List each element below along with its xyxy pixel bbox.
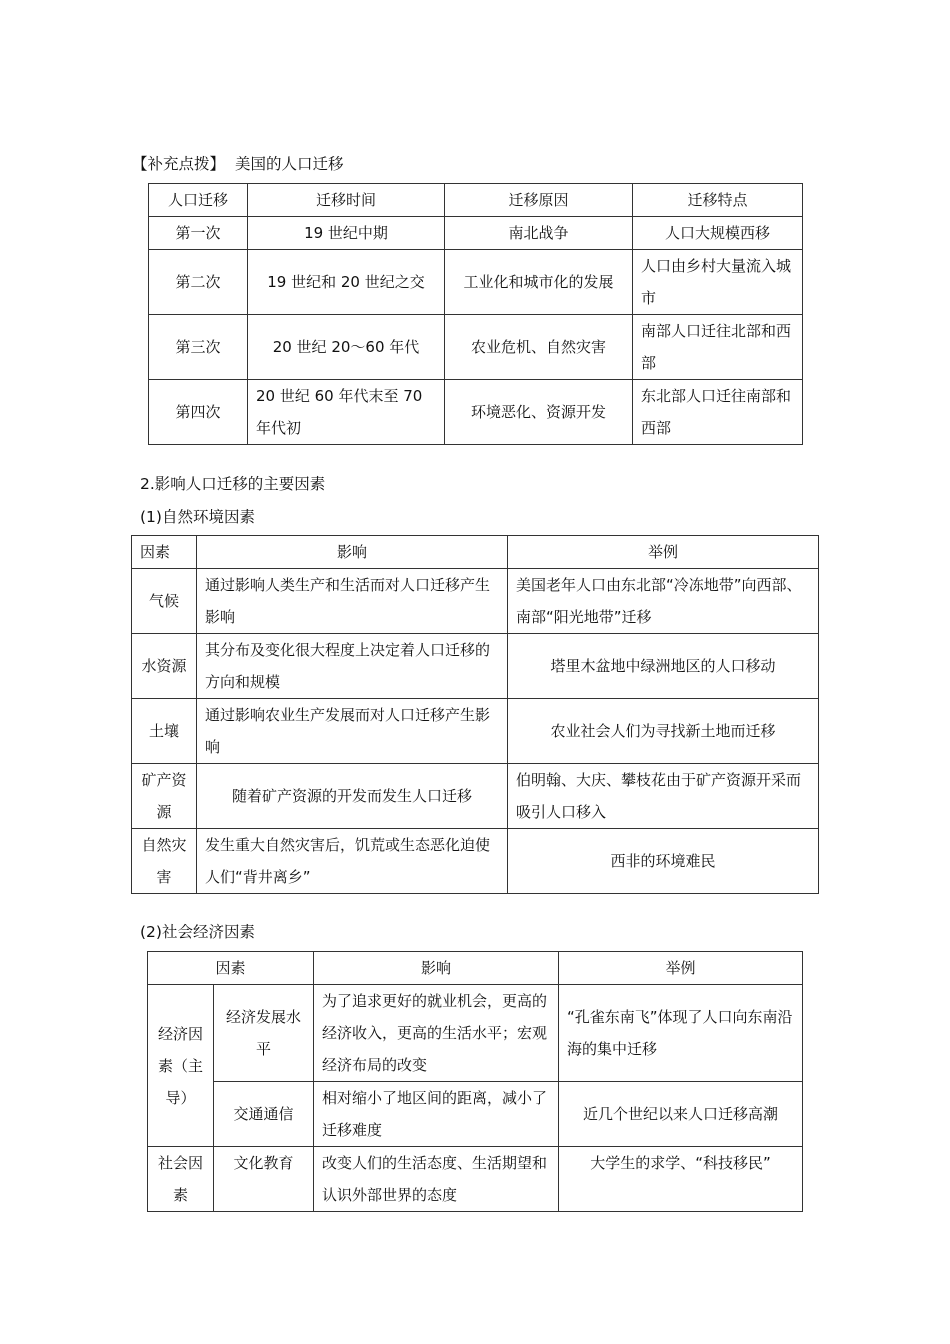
supplement-heading [132, 152, 344, 176]
table-header-row [148, 952, 803, 985]
table-cell: 西非的环境难民 [508, 829, 819, 894]
table-cell: 改变人们的生活态度、生活期望和认识外部世界的态度 [314, 1147, 559, 1212]
header-cell: 因素 [132, 536, 197, 569]
table-cell: “孔雀东南飞”体现了人口向东南沿海的集中迁移 [559, 985, 803, 1082]
table-cell: 第一次 [149, 217, 248, 250]
table-cell: 第四次 [149, 380, 248, 445]
table-cell: 经济发展水平 [214, 985, 314, 1082]
table-cell: 随着矿产资源的开发而发生人口迁移 [197, 764, 508, 829]
table-cell: 相对缩小了地区间的距离，减小了迁移难度 [314, 1082, 559, 1147]
table-cell: 水资源 [132, 634, 197, 699]
table-cell: 通过影响农业生产发展而对人口迁移产生影响 [197, 699, 508, 764]
table-row [148, 1147, 803, 1212]
header-cell: 举例 [508, 536, 819, 569]
table-row [149, 250, 803, 315]
table-cell: 农业社会人们为寻找新土地而迁移 [508, 699, 819, 764]
table-row [132, 829, 819, 894]
header-cell: 举例 [559, 952, 803, 985]
table-cell: 大学生的求学、“科技移民” [559, 1147, 803, 1212]
table-cell: 20 世纪 20～60 年代 [248, 315, 445, 380]
table-row [149, 315, 803, 380]
supplement-tag: 【补充点拨】 [132, 155, 226, 173]
table-row [132, 764, 819, 829]
social-factors-table [147, 951, 803, 1212]
table-cell: 为了追求更好的就业机会，更高的经济收入，更高的生活水平；宏观经济布局的改变 [314, 985, 559, 1082]
header-cell: 迁移原因 [445, 184, 633, 217]
table-header-row [149, 184, 803, 217]
header-cell: 迁移时间 [248, 184, 445, 217]
table-cell: 交通通信 [214, 1082, 314, 1147]
table-row [132, 634, 819, 699]
table-cell: 东北部人口迁往南部和西部 [633, 380, 803, 445]
us-migration-table [148, 183, 803, 445]
table-cell: 环境恶化、资源开发 [445, 380, 633, 445]
table-cell: 土壤 [132, 699, 197, 764]
header-cell: 影响 [314, 952, 559, 985]
table-header-row [132, 536, 819, 569]
table-cell: 伯明翰、大庆、攀枝花由于矿产资源开采而吸引人口移入 [508, 764, 819, 829]
table-cell: 矿产资源 [132, 764, 197, 829]
natural-factors-table [131, 535, 819, 894]
section-2-heading: 2.影响人口迁移的主要因素 [140, 475, 326, 493]
header-cell: 人口迁移 [149, 184, 248, 217]
header-cell: 因素 [148, 952, 314, 985]
table-row [149, 380, 803, 445]
header-cell: 迁移特点 [633, 184, 803, 217]
table-row [132, 569, 819, 634]
natural-factors-heading: (1)自然环境因素 [140, 508, 255, 526]
table-cell: 第二次 [149, 250, 248, 315]
table-cell: 第三次 [149, 315, 248, 380]
table-row [148, 1082, 803, 1147]
table-cell: 发生重大自然灾害后，饥荒或生态恶化迫使人们“背井离乡” [197, 829, 508, 894]
table-cell: 塔里木盆地中绿洲地区的人口移动 [508, 634, 819, 699]
table-cell: 19 世纪和 20 世纪之交 [248, 250, 445, 315]
table-cell: 美国老年人口由东北部“冷冻地带”向西部、南部“阳光地带”迁移 [508, 569, 819, 634]
table-cell: 其分布及变化很大程度上决定着人口迁移的方向和规模 [197, 634, 508, 699]
table-row [132, 699, 819, 764]
table-cell: 通过影响人类生产和生活而对人口迁移产生影响 [197, 569, 508, 634]
social-factors-heading: (2)社会经济因素 [140, 923, 255, 941]
table-cell: 工业化和城市化的发展 [445, 250, 633, 315]
table-cell: 近几个世纪以来人口迁移高潮 [559, 1082, 803, 1147]
table-cell: 19 世纪中期 [248, 217, 445, 250]
table-cell: 20 世纪 60 年代末至 70 年代初 [248, 380, 445, 445]
table-cell: 南北战争 [445, 217, 633, 250]
header-cell: 影响 [197, 536, 508, 569]
table-cell: 文化教育 [214, 1147, 314, 1212]
table-row [149, 217, 803, 250]
group-cell-economic: 经济因素（主导） [148, 985, 214, 1147]
table-cell: 农业危机、自然灾害 [445, 315, 633, 380]
table-cell: 自然灾害 [132, 829, 197, 894]
group-cell-social: 社会因素 [148, 1147, 214, 1212]
table-cell: 南部人口迁往北部和西部 [633, 315, 803, 380]
table-cell: 人口大规模西移 [633, 217, 803, 250]
table-cell: 人口由乡村大量流入城市 [633, 250, 803, 315]
table-cell: 气候 [132, 569, 197, 634]
table-row [148, 985, 803, 1082]
supplement-title: 美国的人口迁移 [235, 155, 344, 173]
